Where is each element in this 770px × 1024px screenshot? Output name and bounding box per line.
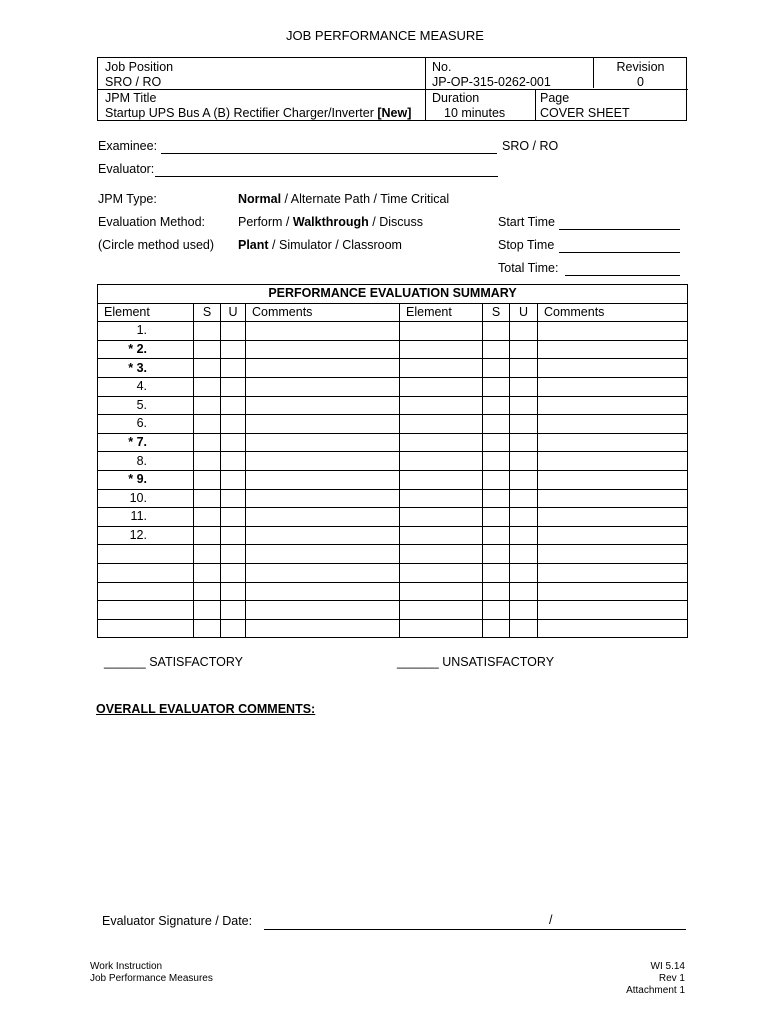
stop-time-line[interactable] <box>559 252 680 253</box>
unsatisfactory-cell[interactable] <box>221 489 246 508</box>
satisfactory-cell[interactable] <box>194 526 221 545</box>
satisfactory-cell[interactable] <box>194 582 221 601</box>
comments-cell[interactable] <box>246 340 400 359</box>
element-number-cell[interactable] <box>98 582 194 601</box>
table-row <box>98 340 688 359</box>
table-row <box>98 526 688 545</box>
table-row <box>98 508 688 527</box>
satisfactory-cell[interactable] <box>483 601 510 620</box>
signature-label: Evaluator Signature / Date: <box>102 914 253 928</box>
satisfactory-cell[interactable] <box>194 359 221 378</box>
satisfactory-cell[interactable] <box>194 508 221 527</box>
table-row <box>98 415 688 434</box>
duration-label: Duration <box>432 91 480 105</box>
comments-cell[interactable] <box>538 377 688 396</box>
footer-attachment: Attachment 1 <box>626 985 685 996</box>
satisfactory-cell[interactable] <box>483 563 510 582</box>
unsatisfactory-cell[interactable] <box>221 470 246 489</box>
unsatisfactory-cell[interactable] <box>510 340 538 359</box>
comments-cell[interactable] <box>246 582 400 601</box>
table-row <box>98 489 688 508</box>
header-divider <box>535 89 536 120</box>
column-header: U <box>510 303 538 322</box>
footer-revision: Rev 1 <box>658 973 685 984</box>
satisfactory-cell[interactable] <box>483 377 510 396</box>
unsatisfactory-cell[interactable] <box>221 340 246 359</box>
comments-cell[interactable] <box>538 619 688 638</box>
table-row <box>98 601 688 620</box>
element-cell[interactable] <box>400 601 483 620</box>
comments-cell[interactable] <box>538 396 688 415</box>
unsatisfactory-cell[interactable] <box>221 415 246 434</box>
satisfactory-cell[interactable] <box>194 470 221 489</box>
column-header: Element <box>400 303 483 322</box>
start-time-line[interactable] <box>559 229 680 230</box>
element-cell[interactable] <box>400 619 483 638</box>
comments-cell[interactable] <box>246 545 400 564</box>
satisfactory-cell[interactable] <box>483 340 510 359</box>
footer-right <box>560 961 685 997</box>
jpm-type-options: Normal / Alternate Path / Time Critical <box>238 192 450 206</box>
comments-cell[interactable] <box>246 526 400 545</box>
comments-cell[interactable] <box>538 601 688 620</box>
satisfactory-cell[interactable] <box>483 359 510 378</box>
job-position-value: SRO / RO <box>105 75 162 89</box>
table-row <box>98 582 688 601</box>
stop-time-label: Stop Time <box>498 238 555 252</box>
element-cell[interactable] <box>400 415 483 434</box>
comments-cell[interactable] <box>246 489 400 508</box>
unsatisfactory-cell[interactable] <box>510 377 538 396</box>
table-row <box>98 545 688 564</box>
element-cell[interactable] <box>400 489 483 508</box>
satisfactory-cell[interactable] <box>483 470 510 489</box>
satisfactory-cell[interactable] <box>194 322 221 341</box>
unsatisfactory-cell[interactable] <box>510 489 538 508</box>
unsatisfactory-cell[interactable] <box>510 359 538 378</box>
start-time-label: Start Time <box>498 215 555 229</box>
table-row <box>98 470 688 489</box>
examinee-role: SRO / RO <box>502 139 559 153</box>
page-label: Page <box>540 91 570 105</box>
comments-cell[interactable] <box>538 563 688 582</box>
jpm-header-box <box>97 57 687 121</box>
job-position-label: Job Position <box>105 60 174 74</box>
signature-line[interactable] <box>264 929 686 930</box>
comments-cell[interactable] <box>538 545 688 564</box>
element-cell[interactable] <box>400 508 483 527</box>
table-row <box>98 433 688 452</box>
table-row <box>98 396 688 415</box>
element-cell[interactable] <box>400 563 483 582</box>
evaluation-method-label: Evaluation Method: <box>98 215 206 229</box>
element-number-cell: * 2. <box>98 340 194 359</box>
footer-document-name: Job Performance Measures <box>90 973 213 984</box>
satisfactory-cell[interactable] <box>483 545 510 564</box>
element-cell[interactable] <box>400 359 483 378</box>
satisfactory-cell[interactable] <box>194 601 221 620</box>
unsatisfactory-cell[interactable] <box>510 582 538 601</box>
unsatisfactory-cell[interactable] <box>221 433 246 452</box>
page-title: JOB PERFORMANCE MEASURE <box>286 28 484 43</box>
evaluator-line[interactable] <box>155 176 498 177</box>
satisfactory-cell[interactable] <box>483 452 510 471</box>
unsatisfactory-cell[interactable] <box>221 377 246 396</box>
unsatisfactory-cell[interactable] <box>221 545 246 564</box>
total-time-label: Total Time: <box>498 261 559 275</box>
comments-cell[interactable] <box>538 452 688 471</box>
unsatisfactory-cell[interactable] <box>510 396 538 415</box>
comments-cell[interactable] <box>246 415 400 434</box>
summary-column-headers <box>98 303 688 322</box>
unsatisfactory-cell[interactable] <box>510 526 538 545</box>
jpm-type-label: JPM Type: <box>98 192 157 206</box>
comments-cell[interactable] <box>246 619 400 638</box>
satisfactory-cell[interactable] <box>194 489 221 508</box>
evaluation-method-options: Perform / Walkthrough / Discuss <box>238 215 423 229</box>
jpm-number-label: No. <box>432 60 452 74</box>
comments-cell[interactable] <box>246 452 400 471</box>
circle-method-label: (Circle method used) <box>98 238 215 252</box>
comments-cell[interactable] <box>538 489 688 508</box>
unsatisfactory-cell[interactable] <box>221 601 246 620</box>
element-cell[interactable] <box>400 396 483 415</box>
table-row <box>98 322 688 341</box>
examinee-line[interactable] <box>161 153 497 154</box>
column-header: Element <box>98 303 194 322</box>
satisfactory-cell[interactable] <box>194 619 221 638</box>
unsatisfactory-cell[interactable] <box>510 452 538 471</box>
comments-cell[interactable] <box>246 322 400 341</box>
table-row <box>98 452 688 471</box>
column-header: Comments <box>538 303 688 322</box>
element-number-cell: 4. <box>98 377 194 396</box>
table-row <box>98 563 688 582</box>
satisfactory-cell[interactable] <box>483 415 510 434</box>
jpm-title-new-tag: [New] <box>377 106 412 120</box>
element-cell[interactable] <box>400 470 483 489</box>
unsatisfactory-cell[interactable] <box>221 322 246 341</box>
comments-cell[interactable] <box>538 582 688 601</box>
comments-cell[interactable] <box>538 526 688 545</box>
comments-cell[interactable] <box>246 563 400 582</box>
comments-cell[interactable] <box>538 508 688 527</box>
jpm-number-value: JP-OP-315-0262-001 <box>432 75 551 89</box>
column-header: S <box>194 303 221 322</box>
satisfactory-cell[interactable] <box>483 489 510 508</box>
comments-cell[interactable] <box>246 508 400 527</box>
element-number-cell: 8. <box>98 452 194 471</box>
unsatisfactory-cell[interactable] <box>221 452 246 471</box>
total-time-line[interactable] <box>565 275 680 276</box>
signature-date-separator: / <box>549 913 553 927</box>
evaluator-label: Evaluator: <box>98 162 155 176</box>
comments-cell[interactable] <box>538 415 688 434</box>
satisfactory-cell[interactable] <box>194 377 221 396</box>
examinee-label: Examinee: <box>98 139 158 153</box>
unsatisfactory-cell[interactable] <box>221 508 246 527</box>
unsatisfactory-cell[interactable] <box>510 563 538 582</box>
satisfactory-cell[interactable] <box>194 433 221 452</box>
unsatisfactory-cell[interactable] <box>510 601 538 620</box>
element-number-cell: 12. <box>98 526 194 545</box>
location-options: Plant / Simulator / Classroom <box>238 238 402 252</box>
satisfactory-cell[interactable] <box>483 322 510 341</box>
summary-title: PERFORMANCE EVALUATION SUMMARY <box>98 285 688 304</box>
unsatisfactory-cell[interactable] <box>221 619 246 638</box>
page-value: COVER SHEET <box>540 106 630 120</box>
footer-left <box>90 961 213 985</box>
element-cell[interactable] <box>400 377 483 396</box>
footer-work-instruction: Work Instruction <box>90 961 163 972</box>
satisfactory-cell[interactable] <box>483 619 510 638</box>
table-row <box>98 619 688 638</box>
satisfactory-option[interactable]: ______ SATISFACTORY <box>104 655 243 669</box>
unsatisfactory-cell[interactable] <box>221 359 246 378</box>
satisfactory-cell[interactable] <box>194 340 221 359</box>
unsatisfactory-cell[interactable] <box>510 545 538 564</box>
element-number-cell: * 9. <box>98 470 194 489</box>
element-cell[interactable] <box>400 582 483 601</box>
element-number-cell[interactable] <box>98 563 194 582</box>
column-header: Comments <box>246 303 400 322</box>
revision-label: Revision <box>616 60 665 74</box>
unsatisfactory-cell[interactable] <box>221 582 246 601</box>
element-cell[interactable] <box>400 452 483 471</box>
comments-cell[interactable] <box>246 377 400 396</box>
element-number-cell: * 7. <box>98 433 194 452</box>
satisfactory-cell[interactable] <box>194 563 221 582</box>
unsatisfactory-cell[interactable] <box>510 322 538 341</box>
satisfactory-cell[interactable] <box>194 415 221 434</box>
jpm-title-label: JPM Title <box>105 91 157 105</box>
element-number-cell: 10. <box>98 489 194 508</box>
jpm-title-value: Startup UPS Bus A (B) Rectifier Charger/Inverter [New] <box>105 106 412 120</box>
unsatisfactory-cell[interactable] <box>510 508 538 527</box>
satisfactory-cell[interactable] <box>483 508 510 527</box>
comments-cell[interactable] <box>246 396 400 415</box>
element-number-cell[interactable] <box>98 601 194 620</box>
unsatisfactory-option[interactable]: ______ UNSATISFACTORY <box>397 655 555 669</box>
unsatisfactory-cell[interactable] <box>510 470 538 489</box>
comments-cell[interactable] <box>246 601 400 620</box>
element-cell[interactable] <box>400 526 483 545</box>
comments-cell[interactable] <box>538 470 688 489</box>
comments-cell[interactable] <box>246 359 400 378</box>
comments-cell[interactable] <box>246 470 400 489</box>
element-cell[interactable] <box>400 433 483 452</box>
comments-cell[interactable] <box>538 433 688 452</box>
column-header: U <box>221 303 246 322</box>
comments-cell[interactable] <box>538 359 688 378</box>
satisfactory-cell[interactable] <box>194 545 221 564</box>
revision-value: 0 <box>637 75 644 89</box>
performance-evaluation-summary-table <box>97 284 688 638</box>
element-number-cell: * 3. <box>98 359 194 378</box>
satisfactory-cell[interactable] <box>194 452 221 471</box>
satisfactory-cell[interactable] <box>194 396 221 415</box>
table-row <box>98 377 688 396</box>
element-cell[interactable] <box>400 545 483 564</box>
footer-wi-number: WI 5.14 <box>650 961 685 972</box>
comments-cell[interactable] <box>538 340 688 359</box>
column-header: S <box>483 303 510 322</box>
satisfactory-cell[interactable] <box>483 582 510 601</box>
element-number-cell: 11. <box>98 508 194 527</box>
duration-value: 10 minutes <box>444 106 506 120</box>
unsatisfactory-cell[interactable] <box>221 396 246 415</box>
element-number-cell: 6. <box>98 415 194 434</box>
element-number-cell: 5. <box>98 396 194 415</box>
element-cell[interactable] <box>400 340 483 359</box>
unsatisfactory-cell[interactable] <box>221 526 246 545</box>
unsatisfactory-cell[interactable] <box>510 619 538 638</box>
unsatisfactory-cell[interactable] <box>510 415 538 434</box>
satisfactory-cell[interactable] <box>483 433 510 452</box>
comments-cell[interactable] <box>246 433 400 452</box>
element-number-cell: 1. <box>98 322 194 341</box>
element-number-cell[interactable] <box>98 545 194 564</box>
comments-cell[interactable] <box>538 322 688 341</box>
satisfactory-cell[interactable] <box>483 396 510 415</box>
element-cell[interactable] <box>400 322 483 341</box>
unsatisfactory-cell[interactable] <box>221 563 246 582</box>
overall-comments-heading: OVERALL EVALUATOR COMMENTS: <box>96 702 316 716</box>
table-row <box>98 359 688 378</box>
element-number-cell[interactable] <box>98 619 194 638</box>
unsatisfactory-cell[interactable] <box>510 433 538 452</box>
satisfactory-cell[interactable] <box>483 526 510 545</box>
